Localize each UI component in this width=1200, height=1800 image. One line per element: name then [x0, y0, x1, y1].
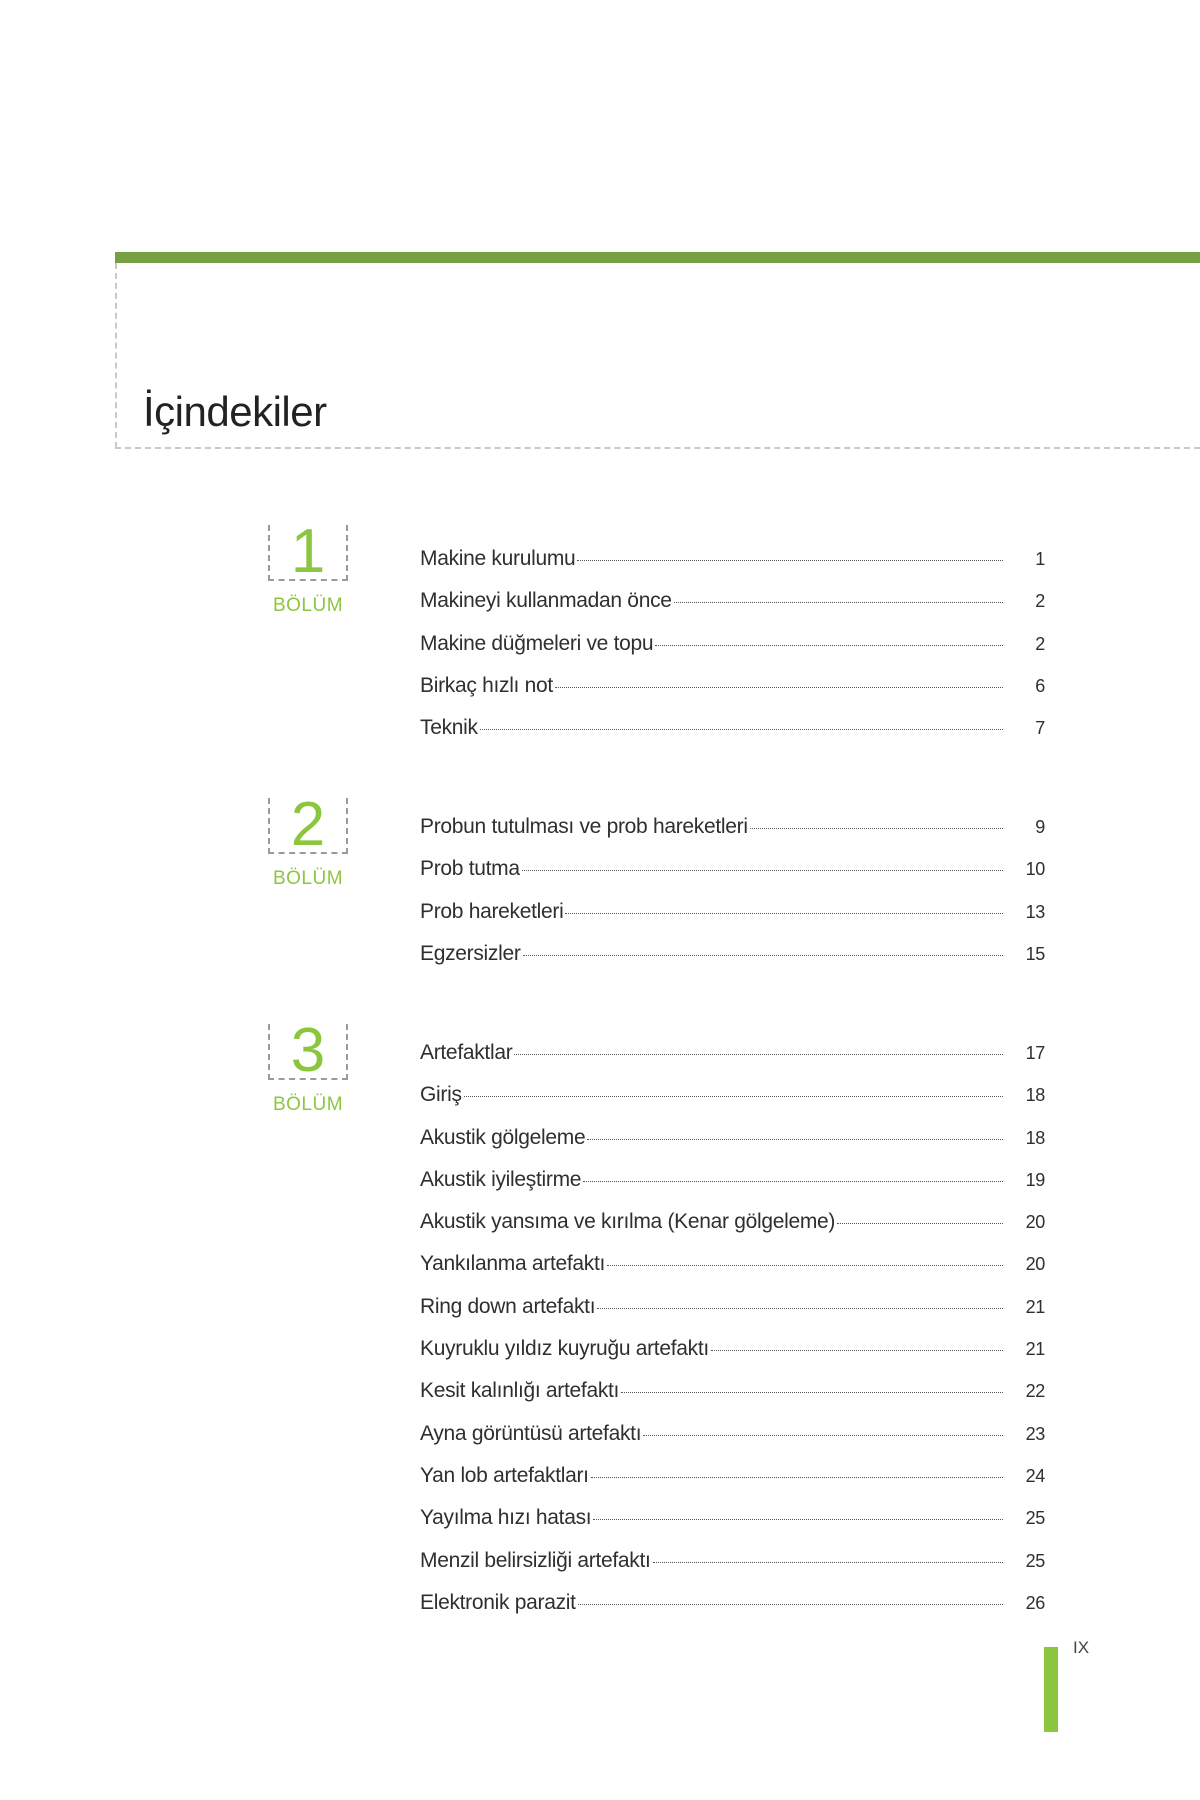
toc-entry-page: 20 [1025, 1212, 1045, 1233]
dot-leader [577, 560, 1003, 561]
page-title: İçindekiler [143, 388, 327, 435]
dot-leader [587, 1139, 1003, 1140]
toc-entry-title: Yan lob artefaktları [420, 1463, 589, 1487]
chapter-3-toc [420, 1041, 1045, 1633]
toc-entry[interactable] [420, 1041, 1045, 1083]
toc-entry-page: 26 [1025, 1592, 1045, 1613]
toc-entry-title: Kuyruklu yıldız kuyruğu artefaktı [420, 1337, 709, 1361]
toc-entry[interactable] [420, 1210, 1045, 1252]
dot-leader [621, 1392, 1003, 1393]
dot-leader [555, 687, 1003, 688]
toc-entry-page: 25 [1025, 1550, 1045, 1571]
chapter-label: BÖLÜM [272, 1094, 344, 1115]
dot-leader [674, 602, 1003, 603]
toc-entry[interactable] [420, 1126, 1045, 1168]
toc-entry-page: 18 [1025, 1085, 1045, 1106]
toc-entry-page: 15 [1025, 943, 1045, 964]
toc-entry[interactable] [420, 1422, 1045, 1464]
dot-leader [653, 1562, 1003, 1563]
toc-entry-page: 7 [1035, 718, 1045, 739]
toc-entry-page: 6 [1035, 675, 1045, 696]
toc-entry-page: 9 [1035, 817, 1045, 837]
toc-entry-page: 20 [1025, 1254, 1045, 1275]
toc-entry-page: 21 [1025, 1296, 1045, 1317]
toc-entry-title: Kesit kalınlığı artefaktı [420, 1379, 620, 1403]
chapter-number: 2 [290, 790, 326, 859]
dot-leader [591, 1477, 1003, 1478]
toc-entry-title: Birkaç hızlı not [420, 673, 553, 697]
toc-entry-page: 13 [1025, 901, 1045, 922]
toc-entry[interactable] [420, 1295, 1045, 1337]
dot-leader [565, 913, 1003, 914]
toc-entry-title: Prob hareketleri [420, 899, 564, 923]
toc-entry-title: Ayna görüntüsü artefaktı [420, 1421, 642, 1445]
toc-entry[interactable] [420, 716, 1045, 758]
toc-entry[interactable] [420, 1083, 1045, 1125]
page-number: IX [1073, 1638, 1090, 1657]
chapter-1-toc [420, 547, 1045, 758]
dot-leader [597, 1308, 1003, 1309]
toc-entry-title: Teknik [420, 716, 478, 740]
dot-leader [578, 1604, 1003, 1605]
toc-entry-title: Yayılma hızı hatası [420, 1506, 592, 1530]
toc-entry[interactable] [420, 1464, 1045, 1506]
toc-entry[interactable] [420, 1591, 1045, 1633]
toc-entry[interactable] [420, 1506, 1045, 1548]
toc-entry-title: Yankılanma artefaktı [420, 1252, 606, 1276]
dot-leader [837, 1223, 1003, 1224]
toc-entry[interactable] [420, 1252, 1045, 1294]
toc-entry[interactable] [420, 547, 1045, 589]
toc-entry-page: 22 [1025, 1381, 1045, 1402]
toc-entry-title: Makine kurulumu [420, 547, 576, 570]
toc-entry-title: Makineyi kullanmadan önce [420, 589, 672, 613]
toc-entry[interactable] [420, 1337, 1045, 1379]
toc-entry-page: 23 [1025, 1423, 1045, 1444]
dot-leader [711, 1350, 1003, 1351]
dot-leader [607, 1265, 1003, 1266]
toc-entry-page: 2 [1035, 633, 1045, 654]
dot-leader [480, 729, 1003, 730]
chapter-2-toc [420, 815, 1045, 984]
toc-entry-title: Akustik gölgeleme [420, 1125, 586, 1149]
toc-entry-title: Giriş [420, 1083, 462, 1107]
toc-entry-page: 18 [1025, 1127, 1045, 1148]
toc-entry[interactable] [420, 674, 1045, 716]
chapter-number: 1 [290, 517, 326, 586]
toc-entry-title: Akustik iyileştirme [420, 1167, 582, 1191]
dot-leader [583, 1181, 1003, 1182]
toc-entry-page: 1 [1035, 549, 1045, 569]
toc-entry-page: 17 [1025, 1043, 1045, 1063]
toc-entry-page: 10 [1025, 859, 1045, 880]
toc-entry-page: 25 [1025, 1508, 1045, 1529]
page-side-marker [1044, 1647, 1058, 1732]
dot-leader [593, 1519, 1003, 1520]
toc-entry[interactable] [420, 942, 1045, 984]
dot-leader [655, 645, 1003, 646]
toc-entry[interactable] [420, 632, 1045, 674]
chapter-label: BÖLÜM [272, 595, 344, 616]
toc-entry-page: 19 [1025, 1169, 1045, 1190]
toc-entry-title: Makine düğmeleri ve topu [420, 631, 654, 655]
toc-entry-page: 21 [1025, 1339, 1045, 1360]
toc-entry-page: 24 [1025, 1465, 1045, 1486]
toc-entry[interactable] [420, 1549, 1045, 1591]
toc-entry-title: Egzersizler [420, 941, 521, 965]
header-accent-bar [115, 252, 1200, 263]
dot-leader [464, 1096, 1003, 1097]
toc-entry-title: Ring down artefaktı [420, 1294, 596, 1318]
toc-entry[interactable] [420, 589, 1045, 631]
toc-entry[interactable] [420, 1168, 1045, 1210]
toc-entry[interactable] [420, 900, 1045, 942]
toc-entry-title: Prob tutma [420, 857, 520, 881]
toc-entry-title: Elektronik parazit [420, 1590, 576, 1614]
title-left-divider [115, 263, 117, 448]
toc-entry[interactable] [420, 1379, 1045, 1421]
dot-leader [522, 870, 1003, 871]
toc-entry[interactable] [420, 857, 1045, 899]
chapter-label: BÖLÜM [272, 868, 344, 889]
dot-leader [750, 828, 1003, 829]
toc-entry-page: 2 [1035, 591, 1045, 612]
dot-leader [523, 955, 1003, 956]
toc-entry[interactable] [420, 815, 1045, 857]
dot-leader [514, 1054, 1003, 1055]
chapter-number: 3 [290, 1016, 326, 1085]
dot-leader [643, 1435, 1003, 1436]
toc-entry-title: Menzil belirsizliği artefaktı [420, 1548, 651, 1572]
toc-entry-title: Akustik yansıma ve kırılma (Kenar gölgeleme) [420, 1210, 836, 1234]
title-bottom-divider [115, 447, 1200, 449]
toc-entry-title: Probun tutulması ve prob hareketleri [420, 815, 748, 838]
toc-entry-title: Artefaktlar [420, 1041, 513, 1064]
